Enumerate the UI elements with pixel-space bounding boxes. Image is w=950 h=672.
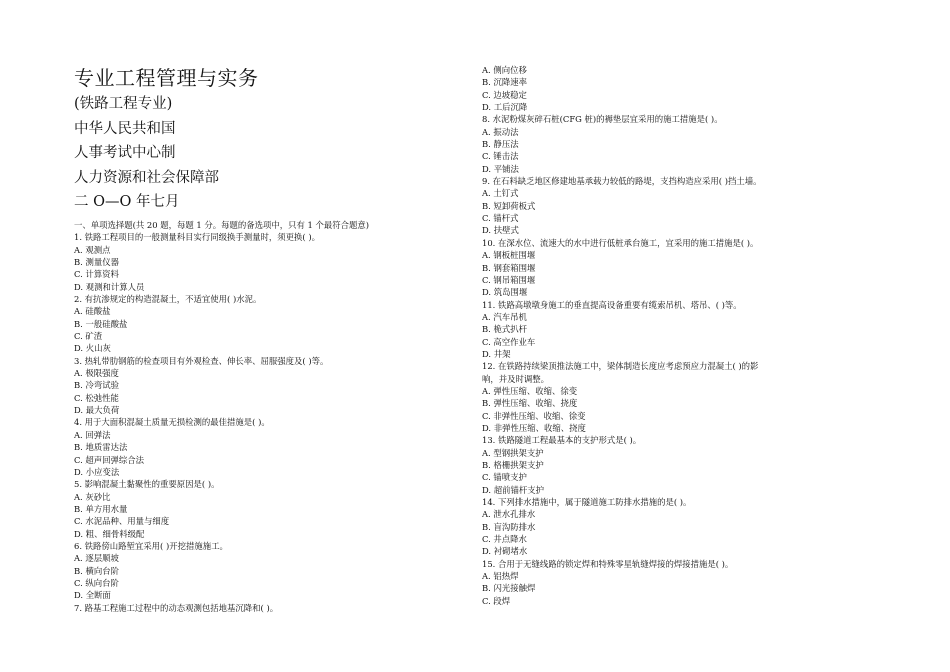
text-line: B. 弹性压缩、收缩、挠度 (482, 398, 578, 409)
text-line: C. 高空作业车 (482, 336, 536, 347)
text-line: 15. 合用于无缝线路的锁定焊和特殊零星轨缝焊接的焊接措施是( )。 (482, 558, 734, 569)
text-line: D. 平铺法 (482, 163, 519, 174)
text-line: C. 松弛性能 (74, 392, 119, 403)
text-line: D. 筑岛围堰 (482, 287, 528, 298)
text-line: B. 冷弯试验 (74, 380, 119, 391)
text-line: 8. 水泥粉煤灰碎石桩(CFG 桩)的褥垫层宜采用的施工措施是( )。 (482, 114, 723, 125)
right-column (482, 64, 782, 607)
text-line: A. 型钢拱架支护 (482, 447, 544, 458)
text-line: C. 段焊 (482, 595, 511, 606)
text-line: A. 振动法 (482, 126, 519, 137)
text-line: A. 侧向位移 (482, 65, 527, 75)
text-line: C. 井点降水 (482, 534, 527, 545)
subtitle-line: 人事考试中心制 (74, 145, 176, 162)
text-line: D. 扶壁式 (482, 225, 519, 236)
text-line: C. 水泥品种、用量与细度 (74, 516, 170, 527)
text-line: B. 沉降速率 (482, 77, 527, 88)
text-line: C. 超声回弹综合法 (74, 454, 145, 465)
text-line: B. 单方用水量 (74, 503, 128, 514)
text-line: A. 极限强度 (74, 368, 119, 379)
text-line: A. 钢板桩围堰 (482, 250, 536, 261)
text-line: 12. 在铁路持续梁顶推法施工中，梁体制造长度应考虑预应力混凝土( )的影 (482, 361, 759, 372)
text-line: 1. 铁路工程项目的一般测量科目实行同级换手测量时，须更换( )。 (74, 232, 320, 243)
text-line: B. 地质雷达法 (74, 442, 128, 453)
subtitle-line: 人力资源和社会保障部 (74, 169, 219, 186)
left-question-list (74, 219, 474, 614)
text-line: C. 钢吊箱围堰 (482, 274, 536, 285)
text-line: A. 回弹法 (74, 429, 111, 440)
text-line: A. 铝热焊 (482, 571, 519, 582)
text-line: 一、单项选择题(共 20 题，每题 1 分。每题的备选项中，只有 1 个最符合题意) (74, 219, 370, 230)
text-line: D. 全断面 (74, 590, 111, 601)
text-line: B. 一般硅酸盐 (74, 318, 128, 329)
text-line: D. 小应变法 (74, 466, 120, 477)
text-line: 7. 路基工程施工过程中的动态观测包括地基沉降和( )。 (74, 602, 279, 613)
text-line: B. 闪光接触焊 (482, 583, 536, 594)
right-question-list (482, 64, 782, 607)
text-line: 9. 在石料缺乏地区修建地基承载力较低的路堤，支挡构造应采用( )挡土墙。 (482, 176, 762, 187)
subtitle-line: 中华人民共和国 (74, 120, 176, 137)
subtitle-line: 二 O—O 年七月 (74, 194, 180, 211)
text-line: D. 最大负荷 (74, 405, 120, 416)
text-line: D. 粗、细骨料级配 (74, 528, 145, 539)
text-line: B. 静压法 (482, 139, 519, 150)
text-line: C. 纵向台阶 (74, 577, 119, 588)
text-line: B. 盲沟防排水 (482, 521, 536, 532)
text-line: A. 观测点 (74, 244, 111, 255)
text-line: B. 短卸荷板式 (482, 200, 536, 211)
text-line: 11. 铁路高墩墩身施工的垂直提高设备重要有缆索吊机、塔吊、( )等。 (482, 299, 742, 310)
text-line: C. 锤击法 (482, 151, 519, 162)
text-line: A. 硅酸盐 (74, 306, 111, 317)
text-line: D. 超前锚杆支护 (482, 484, 544, 495)
text-line: A. 汽车吊机 (482, 311, 527, 322)
text-line: 响，并及时调整。 (482, 373, 549, 384)
text-line: D. 非弹性压缩、收缩、挠度 (482, 422, 586, 433)
text-line: 13. 铁路隧道工程最基本的支护形式是( )。 (482, 435, 642, 446)
text-line: A. 灰砂比 (74, 491, 111, 502)
text-line: D. 工后沉降 (482, 102, 528, 113)
text-line: A. 逐层顺坡 (74, 553, 119, 564)
text-line: B. 格栅拱架支护 (482, 460, 544, 470)
text-line: A. 土钉式 (482, 188, 519, 199)
text-line: D. 观测和计算人员 (74, 281, 145, 292)
text-line: D. 衬砌堵水 (482, 546, 528, 557)
text-line: 2. 有抗渗规定的构造混凝土，不适宜使用( )水泥。 (74, 294, 262, 305)
text-line: 4. 用于大面积混凝土质量无损检测的最佳措施是( )。 (74, 417, 270, 428)
text-line: B. 横向台阶 (74, 565, 119, 576)
text-line: 3. 热轧带肋钢筋的检查项目有外观检查、伸长率、屈服强度及( )等。 (74, 355, 329, 366)
text-line: B. 桅式扒杆 (482, 324, 527, 335)
text-line: C. 锚杆式 (482, 213, 519, 224)
text-line: A. 弹性压缩、收缩、徐变 (482, 385, 578, 396)
document-title: 专业工程管理与实务 (74, 66, 259, 90)
text-line: C. 计算资料 (74, 269, 119, 280)
text-line: B. 测量仪器 (74, 257, 119, 267)
text-line: B. 钢套箱围堰 (482, 262, 536, 273)
text-line: C. 矿渣 (74, 331, 103, 342)
text-line: 10. 在深水位、流速大的水中进行低桩承台施工，宜采用的施工措施是( )。 (482, 237, 759, 248)
text-line: D. 井架 (482, 348, 511, 359)
text-line: C. 非弹性压缩、收缩、徐变 (482, 410, 586, 421)
left-column (74, 66, 474, 614)
subtitle-line: (铁路工程专业) (74, 96, 173, 112)
text-line: D. 火山灰 (74, 343, 111, 354)
text-line: A. 泄水孔排水 (482, 509, 536, 520)
text-line: 14. 下列排水措施中，属于隧道施工防排水措施的是( )。 (482, 497, 692, 508)
text-line: C. 锚喷支护 (482, 472, 527, 483)
text-line: 5. 影响混凝土黏聚性的重要原因是( )。 (74, 479, 220, 490)
text-line: C. 边坡稳定 (482, 89, 527, 100)
text-line: 6. 铁路傍山路堑宜采用( )开挖措施施工。 (74, 540, 228, 551)
